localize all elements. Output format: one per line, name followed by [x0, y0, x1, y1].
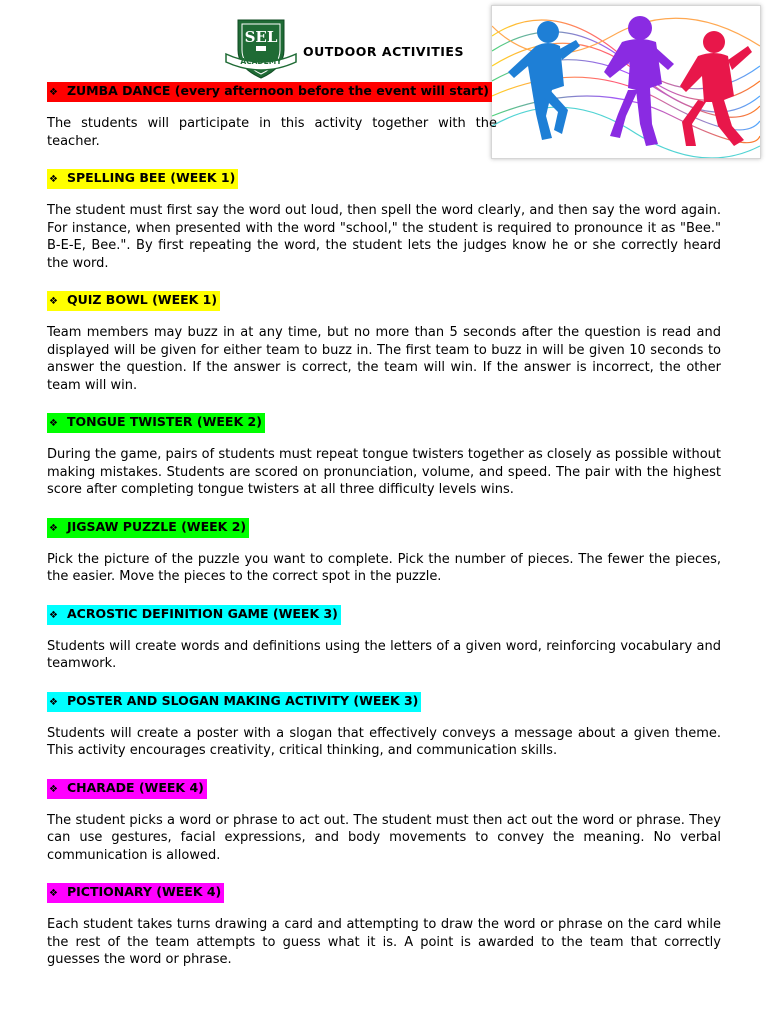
diamond-bullet-icon: ❖	[49, 888, 58, 899]
diamond-bullet-icon: ❖	[49, 418, 58, 429]
activity-description: Each student takes turns drawing a card and attempting to draw the word or phrase on the card while the rest of the team attempts to guess what it is. A point is awarded to the team that correctly guesses the word or phrase.	[47, 917, 721, 967]
activity-jigsaw-puzzle	[47, 516, 721, 586]
activity-heading-text: QUIZ BOWL (WEEK 1)	[66, 292, 218, 307]
activity-heading	[47, 518, 249, 538]
activity-heading-text: CHARADE (WEEK 4)	[66, 779, 204, 795]
activity-pictionary	[47, 881, 721, 969]
activity-poster-slogan-making	[47, 690, 721, 760]
activity-charade	[47, 777, 721, 865]
activity-heading	[47, 605, 341, 625]
activity-tongue-twister	[47, 411, 721, 499]
activity-heading	[47, 169, 238, 189]
activity-description: Pick the picture of the puzzle you want to complete. Pick the number of pieces. The fewer the pieces, the easier. Move the pieces to the correct spot in the puzzle.	[47, 551, 721, 584]
diamond-bullet-icon: ❖	[49, 174, 58, 185]
activity-heading-text: SPELLING BEE (WEEK 1)	[66, 170, 236, 185]
activity-heading-text: ACROSTIC DEFINITION GAME (WEEK 3)	[66, 605, 338, 621]
diamond-bullet-icon: ❖	[49, 696, 58, 708]
activity-heading	[47, 779, 207, 799]
activity-description: The student picks a word or phrase to act out. The student must then act out the word or phrase. They can use gestures, facial expressions, and body movements to convey the meaning. No verbal communication is allowed.	[47, 812, 721, 863]
activity-description: Students will create a poster with a slogan that effectively conveys a message about a given theme. This activity encourages creativity, critical thinking, and communication skills.	[47, 725, 721, 758]
activity-spelling-bee	[47, 167, 721, 272]
logo-text-top: SEL	[244, 28, 278, 46]
activity-heading-text: JIGSAW PUZZLE (WEEK 2)	[66, 518, 247, 534]
activity-description: The student must first say the word out loud, then spell the word clearly, and then say the word again. For instance, when presented with the word "school," the student is required to pronounce it as "Bee." B-E-E, Bee.". By first repeating the word, the student lets the judges know he or she correctly heard the word.	[47, 203, 721, 271]
activity-heading	[47, 413, 265, 433]
diamond-bullet-icon: ❖	[49, 783, 58, 795]
activities-list	[47, 80, 721, 986]
activity-heading-text: ZUMBA DANCE (every afternoon before the event will start)	[66, 83, 489, 98]
diamond-bullet-icon: ❖	[49, 609, 58, 621]
activity-heading	[47, 883, 224, 903]
activity-heading-text: TONGUE TWISTER (WEEK 2)	[66, 414, 262, 429]
activity-heading	[47, 692, 421, 712]
activity-description: The students will participate in this activity together with the teacher.	[47, 116, 497, 149]
sel-academy-logo	[224, 18, 298, 80]
activity-heading-text: POSTER AND SLOGAN MAKING ACTIVITY (WEEK 3)	[66, 692, 419, 708]
activity-zumba-dance	[47, 80, 721, 150]
activity-description: Students will create words and definitions using the letters of a given word, reinforcing vocabulary and teamwork.	[47, 638, 721, 671]
activity-description: During the game, pairs of students must repeat tongue twisters together as closely as possible without making mistakes. Students are scored on pronunciation, volume, and speed. The pair with the highest score after completing tongue twisters at all three difficulty levels wins.	[47, 447, 721, 497]
page-title: OUTDOOR ACTIVITIES	[303, 44, 464, 59]
activity-heading-text: PICTIONARY (WEEK 4)	[66, 884, 222, 899]
activity-acrostic-definition-game	[47, 603, 721, 673]
logo-text-bottom: ACADEMY	[240, 57, 282, 66]
activity-quiz-bowl	[47, 289, 721, 394]
activity-heading	[47, 291, 220, 311]
diamond-bullet-icon: ❖	[49, 296, 58, 307]
diamond-bullet-icon: ❖	[49, 522, 58, 534]
diamond-bullet-icon: ❖	[49, 87, 58, 98]
activity-heading	[47, 82, 492, 102]
activity-description: Team members may buzz in at any time, but no more than 5 seconds after the question is read and displayed will be given for either team to buzz in. The first team to buzz in will be given 10 seconds to answer the question. If the answer is correct, the team will win. If the answer is incorrect, the other team will win.	[47, 325, 721, 393]
